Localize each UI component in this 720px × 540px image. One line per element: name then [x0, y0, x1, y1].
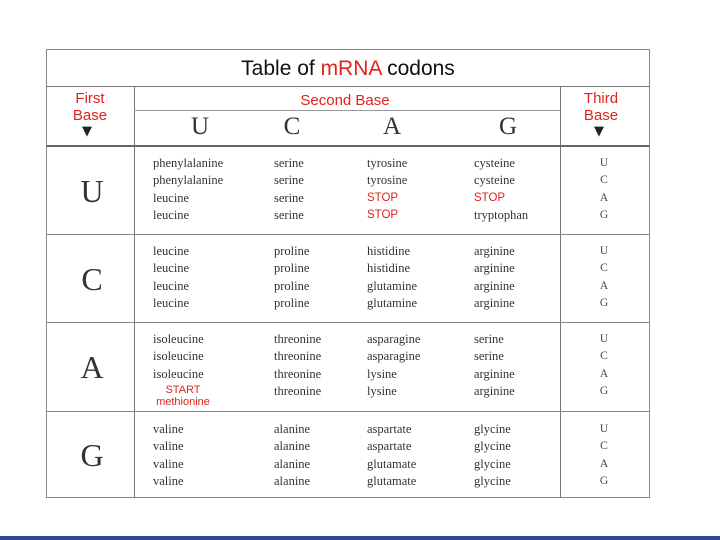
codon-cell: asparagine asparagine lysine lysine	[367, 332, 421, 398]
table-title: Table of mRNA codons	[241, 57, 455, 80]
first-base-arrow-icon: ▼	[82, 124, 92, 139]
first-base-u: U	[80, 173, 104, 209]
first-base-a: A	[80, 349, 104, 385]
stop-codon: STOP	[367, 208, 399, 221]
codon-cell: glycine glycine glycine glycine	[474, 422, 511, 488]
row-divider	[46, 411, 650, 412]
second-base-divider	[134, 110, 560, 111]
codon-cell: proline proline proline proline	[274, 244, 310, 310]
codon-cell: aspartate aspartate glutamate glutamate	[367, 422, 417, 488]
codon-cell: alanine alanine alanine alanine	[274, 422, 311, 488]
third-base-column: U C A G	[599, 333, 609, 397]
stop-codon: STOP	[367, 191, 399, 204]
codon-cell: tyrosine tyrosine STOP STOP	[367, 155, 407, 224]
codon-cell: threonine threonine threonine threonine	[274, 332, 322, 398]
third-base-column: U C A G	[599, 423, 609, 487]
third-base-column: U C A G	[599, 245, 609, 309]
third-base-header: Third Base	[583, 90, 619, 124]
third-base-arrow-icon: ▼	[594, 124, 604, 139]
codon-cell: isoleucine isoleucine isoleucine	[153, 332, 204, 381]
third-base-column: U C A G	[599, 157, 609, 221]
header-divider	[46, 145, 650, 147]
footer-bar	[0, 536, 720, 540]
second-base-c: C	[283, 113, 301, 140]
codon-cell: phenylalanine phenylalanine leucine leucine	[153, 156, 224, 222]
title-highlight: mRNA	[320, 57, 382, 80]
third-base-column-divider	[560, 86, 561, 498]
first-base-header: First Base	[72, 90, 108, 124]
codon-cell: serine serine arginine arginine	[474, 332, 515, 398]
second-base-header: Second Base	[300, 92, 390, 109]
start-codon-label: START methionine	[156, 384, 210, 408]
first-base-g: G	[80, 437, 104, 473]
second-base-a: A	[382, 113, 402, 140]
codon-cell: cysteine cysteine STOP tryptophan	[474, 156, 529, 222]
codon-cell: serine serine serine serine	[274, 156, 304, 222]
codon-cell: arginine arginine arginine arginine	[474, 244, 515, 310]
first-base-column-divider	[134, 86, 135, 498]
codon-cell: valine valine valine valine	[153, 422, 184, 488]
second-base-u: U	[190, 113, 210, 140]
row-divider	[46, 322, 650, 323]
codon-cell: leucine leucine leucine leucine	[153, 244, 190, 310]
codon-cell: histidine histidine glutamine glutamine	[367, 244, 417, 310]
first-base-c: C	[81, 261, 103, 297]
stop-codon: STOP	[474, 191, 506, 204]
second-base-g: G	[498, 113, 518, 140]
row-divider	[46, 234, 650, 235]
